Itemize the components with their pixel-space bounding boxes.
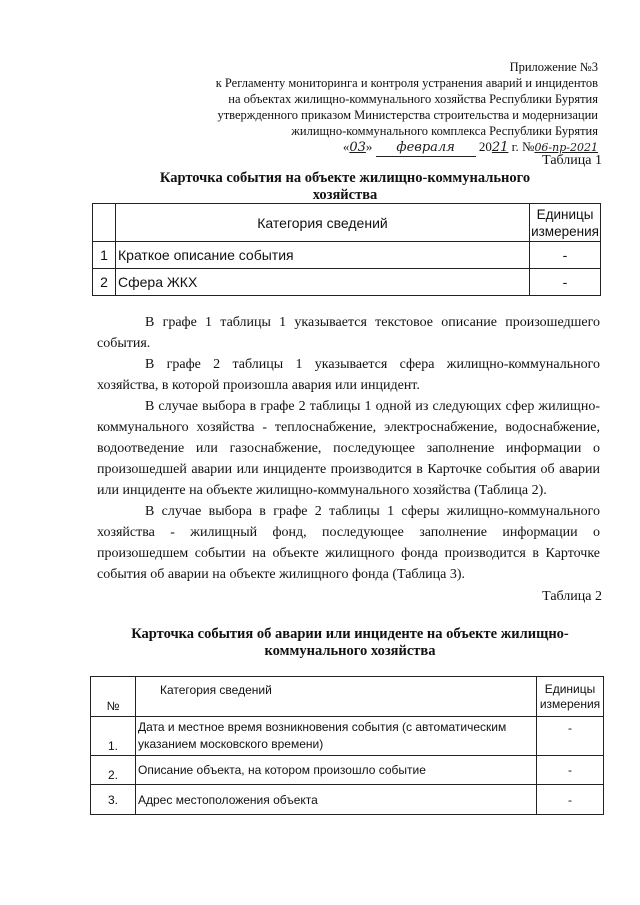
table2-num-header: № xyxy=(91,677,136,717)
row-number: 1. xyxy=(91,717,136,756)
table2 xyxy=(90,676,604,815)
date-close-quote: » xyxy=(365,139,373,154)
table1-num-header xyxy=(93,204,116,242)
table-row xyxy=(93,269,601,296)
table2-title-line-2: коммунального хозяйства xyxy=(264,643,436,659)
row-number: 2. xyxy=(91,756,136,785)
date-open-quote: « xyxy=(342,139,350,154)
header-line-1: к Регламенту мониторинга и контроля устранения аварий и инцидентов xyxy=(215,76,598,90)
date-g: г. xyxy=(511,139,519,154)
table2-title-line-1: Карточка события об аварии или инциденте на объекте жилищно- xyxy=(131,626,569,642)
date-year: 21 xyxy=(491,140,509,155)
paragraph: В графе 1 таблицы 1 указывается текстовое описание произошедшего события. xyxy=(97,315,600,351)
row-unit: - xyxy=(530,269,601,296)
row-unit: - xyxy=(537,756,604,785)
header-line-3: утвержденного приказом Министерства строительства и модернизации xyxy=(217,108,598,122)
paragraph: В графе 2 таблицы 1 указывается сфера жилищно-коммунального хозяйства, в которой произошла авария или инцидент. xyxy=(97,357,600,393)
row-number: 3. xyxy=(91,785,136,815)
table-row xyxy=(91,756,604,785)
table2-units-header: Единицы измерения xyxy=(537,677,604,717)
date-no: № xyxy=(522,139,535,154)
order-number: 06-пр-2021 xyxy=(534,141,598,154)
row-unit: - xyxy=(537,785,604,815)
row-unit: - xyxy=(530,242,601,269)
table-row xyxy=(91,785,604,815)
table1-units-header: Единицы измерения xyxy=(530,204,601,242)
table-row xyxy=(91,717,604,756)
date-year-prefix: 20 xyxy=(478,139,492,154)
table1-title-line-1: Карточка события на объекте жилищно-коммунального xyxy=(159,170,531,186)
row-category: Описание объекта, на котором произошло событие xyxy=(136,756,537,785)
date-month: февраля xyxy=(376,140,476,157)
table-row xyxy=(93,242,601,269)
body-text xyxy=(97,312,600,585)
paragraph: В случае выбора в графе 2 таблицы 1 сферы жилищно-коммунального хозяйства - жилищный фонд, последующее заполнение информации о произошедшем событии на объекте жилищного фонда производится в Карточке события об аварии на объекте жилищного фонда (Таблица 3). xyxy=(97,504,600,582)
paragraph: В случае выбора в графе 2 таблицы 1 одной из следующих сфер жилищно-коммунального хозяйства - теплоснабжение, электроснабжение, водоснабжение, водоотведение или газоснабжение, последующее заполнение информации о произошедшей аварии или инциденте производится в Карточке события об аварии или инциденте на объекте жилищно-коммунального хозяйства (Таблица 2). xyxy=(97,399,600,498)
table1-title-line-2: хозяйства xyxy=(312,187,378,203)
row-category: Дата и местное время возникновения события (с автоматическим указанием московского времени) xyxy=(136,717,537,756)
table2-label: Таблица 2 xyxy=(542,589,602,604)
appendix-number: Приложение №3 xyxy=(509,60,598,74)
row-category: Сфера ЖКХ xyxy=(116,269,530,296)
row-category: Краткое описание события xyxy=(116,242,530,269)
row-number: 2 xyxy=(93,269,116,296)
row-unit: - xyxy=(537,717,604,756)
row-number: 1 xyxy=(93,242,116,269)
header-line-4: жилищно-коммунального комплекса Республики Бурятия xyxy=(291,124,598,138)
table1-label: Таблица 1 xyxy=(542,153,602,168)
table1 xyxy=(92,203,601,296)
table1-category-header: Категория сведений xyxy=(116,204,530,242)
table2-category-header: Категория сведений xyxy=(136,677,537,717)
header-line-2: на объектах жилищно-коммунального хозяйства Республики Бурятия xyxy=(228,92,598,106)
row-category: Адрес местоположения объекта xyxy=(136,785,537,815)
date-day: 03 xyxy=(349,140,366,155)
